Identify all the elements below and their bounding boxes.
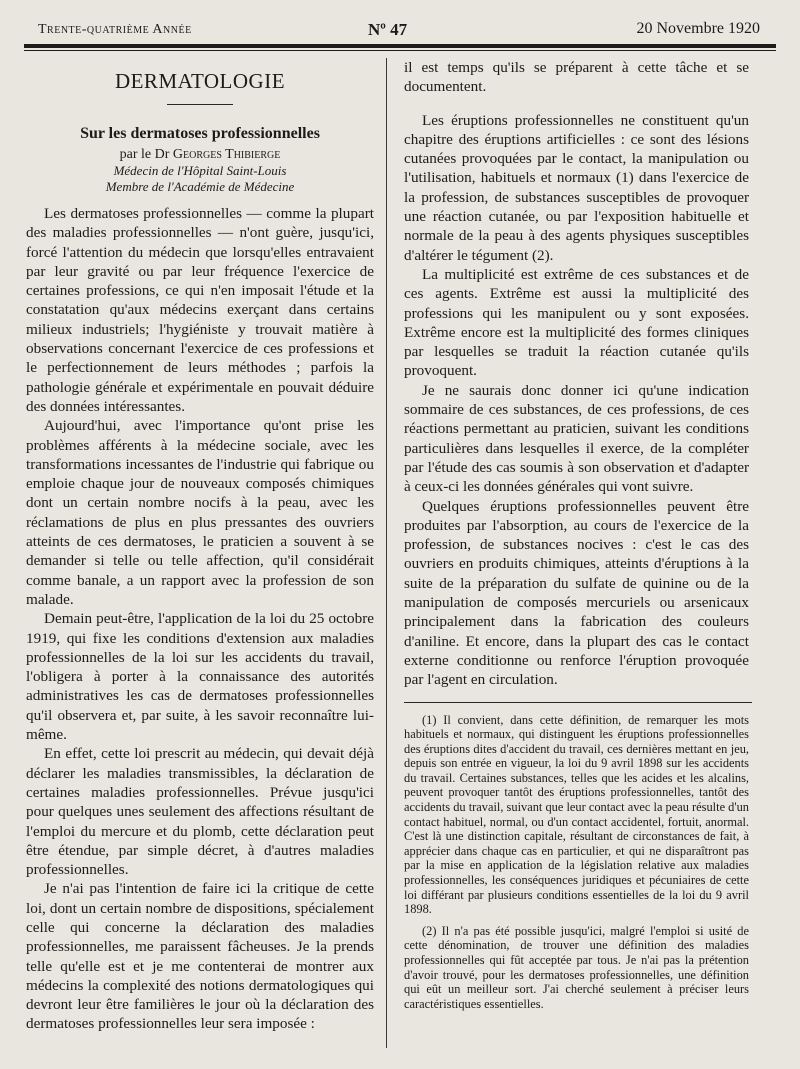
- issue-number: Nº 47: [368, 20, 408, 39]
- volume-year: Trente-quatrième Année: [38, 22, 192, 37]
- header-rule-thin: [24, 50, 776, 51]
- running-header: [38, 18, 760, 42]
- paragraph: En effet, cette loi prescrit au médecin, qui devait déjà déclarer les maladies transmissibles, la déclaration de certaines maladies professionnelles. Prévue jusqu'ici pour quelques unes seulement des affections résultant de l'emploi du mercure et du plomb, cette déclaration peut être étendue, par simple décret, à d'autres maladies professionnelles.: [26, 745, 374, 879]
- author-name: Georges Thibierge: [172, 147, 281, 162]
- byline-prefix: par le Dr: [119, 147, 170, 162]
- paragraph: Quelques éruptions professionnelles peuvent être produites par l'absorption, au cours de l'exercice de la profession, de substances nocives : c'est le cas des ouvriers en produits chimiques, atteints d'éruptions à la suite de la préparation du sulfate de quinine ou de la manipulation de composés mercuriels ou arsenicaux principalement dans la fabrication des couleurs d'aniline. Et encore, dans la plupart des cas le contact externe conditionne ou renforce l'éruption provoquée par l'agent en circulation.: [404, 497, 749, 689]
- right-column: [404, 58, 749, 1018]
- header-rule-thick: [24, 44, 776, 48]
- paragraph: Aujourd'hui, avec l'importance qu'ont prise les problèmes afférents à la médecine sociale, avec les transformations incessantes de l'industrie qui fabrique ou emploie chaque jour de nouveaux composés chimiques dont un certain nombre nocifs à la peau, avec les réclamations de plus en plus pressantes des ouvriers atteints de ces dermatoses, le praticien a souvent à se demander si telle ou telle affection, qu'il considérait comme banale, a un rapport avec la profession de son malade.: [26, 417, 374, 608]
- paragraph: Je ne saurais donc donner ici qu'une indication sommaire de ces substances, de ces professions, de ces réactions permettant au praticien, suivant les conditions particulières dans lesquelles il exerce, de la compléter par l'étude des cas soumis à son observation et d'adapter à ceux-ci les données générales qui vont suivre.: [404, 381, 749, 496]
- footnote: (2) Il n'a pas été possible jusqu'ici, malgré l'emploi si usité de cette dénomination, de trouver une définition des maladies professionnelles qui fût acceptée par tous. Je n'ai pas la prétention d'avoir trouvé, pour les dermatoses professionnelles, une définition qui eût un meilleur sort. J'ai cherché seulement à préciser leurs caractéristiques essentielles.: [404, 923, 749, 1011]
- paragraph: Je n'ai pas l'intention de faire ici la critique de cette loi, dont un certain nombre de dispositions, spécialement celle qui concerne la déclaration des maladies professionnelles, me paraissent fâcheuses. Je la prends telle qu'elle est et je me contenterai de montrer aux médecins la complexité des notions dermatologiques qui devront leur être familières le jour où la déclaration des dermatoses professionnelles leur sera imposée :: [26, 880, 374, 1033]
- paragraph: Les dermatoses professionnelles — comme la plupart des maladies professionnelles — n'ont guère, jusqu'ici, forcé l'attention du médecin que lorsqu'elles entravaient par leur gravité ou par leur fréquence l'exercice de certaines professions, ce qui n'en imposait l'étude et la constatation qu'aux médecins exerçant dans certains milieux industriels; l'hygiéniste y trouvait matière à observations concernant l'exercice de ces professions et le perfectionnement de leurs méthodes ; parfois la pathologie générale et expérimentale en pouvait déduire des données intéressantes.: [26, 205, 374, 415]
- paragraph: La multiplicité est extrême de ces substances et de ces agents. Extrême est aussi la multiplicité des professions qui les manipulent ou y sont exposées. Extrême encore est la multiplicité des formes cliniques par lesquelles se traduit la réaction cutanée qu'ils provoquent.: [404, 265, 749, 380]
- issue-date: 20 Novembre 1920: [636, 20, 760, 37]
- right-body: [404, 58, 749, 690]
- author-affiliation-1: Médecin de l'Hôpital Saint-Louis: [113, 163, 287, 178]
- article-byline: [26, 147, 374, 163]
- footnote-rule: [404, 702, 752, 703]
- paragraph-continued: il est temps qu'ils se préparent à cette tâche et se documentent.: [404, 59, 749, 96]
- footnote: (1) Il convient, dans cette définition, de remarquer les mots habituels et normaux, qui distinguent les éruptions professionnelles des éruptions dites d'accident du travail, ces dernières mettant en jeu, depuis son entrée en vigueur, la loi du 9 avril 1898 sur les accidents du travail. Certaines substances, telles que les acides et les alcalins, peuvent provoquer tantôt des éruptions professionnelles, tantôt des accidents du travail, suivant que leur contact avec la peau résulte d'un contact habituel, normal, ou d'un contact accidentel, fortuit, anormal. C'est là une distinction capitale, résultant de circonstances de fait, à apprécier dans chaque cas en particulier, et qui ne disparaîtront pas par la mise en application de la législation relative aux maladies professionnelles, les conséquences juridiques et pécuniaires de cette loi différant par plusieurs conditions essentielles de la loi du 9 avril 1898.: [404, 712, 749, 917]
- section-rule: [167, 104, 233, 105]
- column-divider: [386, 58, 387, 1048]
- section-title: DERMATOLOGIE: [114, 69, 286, 93]
- author-affiliation-2: Membre de l'Académie de Médecine: [105, 179, 295, 194]
- article-title: Sur les dermatoses professionnelles: [80, 125, 320, 142]
- left-body: [26, 204, 374, 1034]
- left-column: [26, 58, 374, 1034]
- paragraph: Les éruptions professionnelles ne constituent qu'un chapitre des éruptions artificielles : ce sont des lésions cutanées provoquées par le contact, la manipulation ou l'utilisation, habituels et normaux (1) dans l'exercice de la profession, de substances susceptibles de provoquer une réaction cutanée, ou par l'exposition habituelle et normale de la peau à des agents physiques susceptibles d'altérer le tégument (2).: [404, 111, 749, 264]
- footnotes: [404, 713, 749, 1012]
- paragraph: Demain peut-être, l'application de la loi du 25 octobre 1919, qui fixe les conditions d'extension aux maladies professionnelles de la loi sur les accidents du travail, l'obligera à porter à la connaissance des autorités administratives les cas de dermatoses professionnelles qu'il observera et, par suite, à les savoir reconnaître lui-même.: [26, 610, 374, 744]
